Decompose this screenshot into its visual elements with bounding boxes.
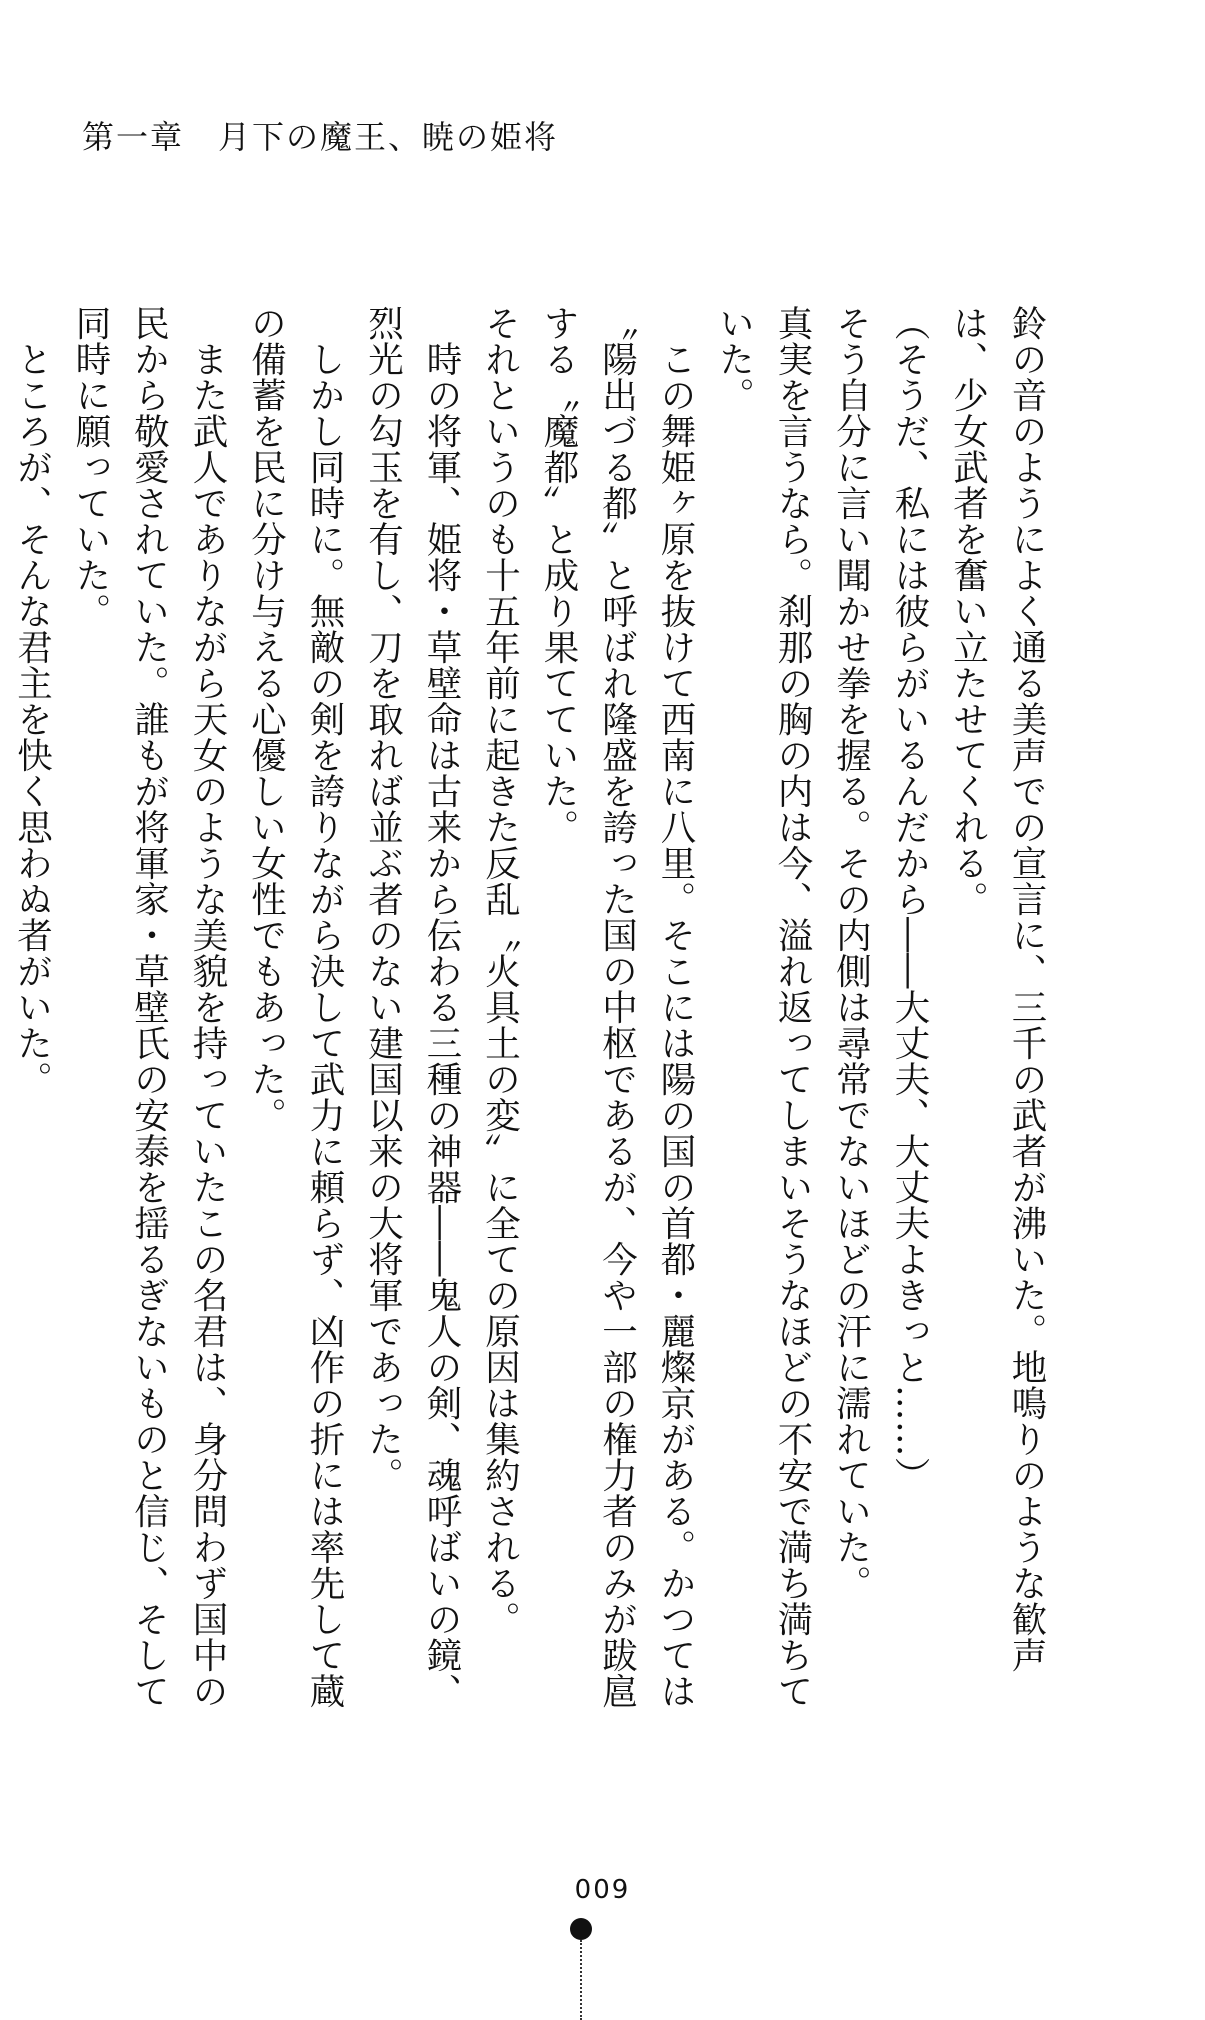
page-number: 009 — [574, 1875, 631, 1905]
paragraph-9: また武人でありながら天女のような美貌を持っていたこの名君は、身分問わず国中の民から敬愛されていた。誰もが将軍家・草壁氏の安泰を揺るぎないものと信じ、そして同時に願っていた。 — [70, 305, 228, 1709]
paragraph-5: この舞姫ヶ原を抜けて西南に八里。そこには陽の国の首都・麗燦京がある。かつては〝陽出づる都〟と呼ばれ隆盛を誇った国の中枢であるが、今や一部の権力者のみが跋扈する〝魔都〟と成り果てていた。 — [538, 305, 696, 1709]
paragraph-8: しかし同時に。無敵の剣を誇りながら決して武力に頼らず、凶作の折には率先して蔵の備蓄を民に分け与える心優しい女性でもあった。 — [245, 305, 345, 1709]
paragraph-2: （そうだ、私には彼らがいるんだから――大丈夫、大丈夫よきっと……） — [889, 305, 930, 1493]
paragraph-7: 時の将軍、姫将・草壁命は古来から伝わる三種の神器――鬼人の剣、魂呼ばいの鏡、烈光の勾玉を有し、刀を取れば並ぶ者のない建国以来の大将軍であった。 — [362, 305, 462, 1709]
body-text — [2, 305, 1055, 1735]
paragraph-4: 真実を言うなら。刹那の胸の内は今、溢れ返ってしまいそうなほどの不安で満ち満ちていた。 — [713, 305, 813, 1709]
paragraph-6: それというのも十五年前に起きた反乱〝火具土の変〟に全ての原因は集約される。 — [479, 305, 521, 1637]
paragraph-10: ところが、そんな君主を快く思わぬ者がいた。 — [11, 340, 53, 1097]
folio-dotted-line — [580, 1940, 582, 2020]
running-head: 第一章 月下の魔王、暁の姫将 — [82, 118, 559, 156]
paragraph-3: そう自分に言い聞かせ拳を握る。その内側は尋常でないほどの汗に濡れていた。 — [830, 305, 872, 1601]
folio-dot-ornament — [570, 1918, 592, 1940]
paragraph-1: 鈴の音のようによく通る美声での宣言に、三千の武者が沸いた。地鳴りのような歓声は、少女武者を奮い立たせてくれる。 — [947, 305, 1047, 1673]
